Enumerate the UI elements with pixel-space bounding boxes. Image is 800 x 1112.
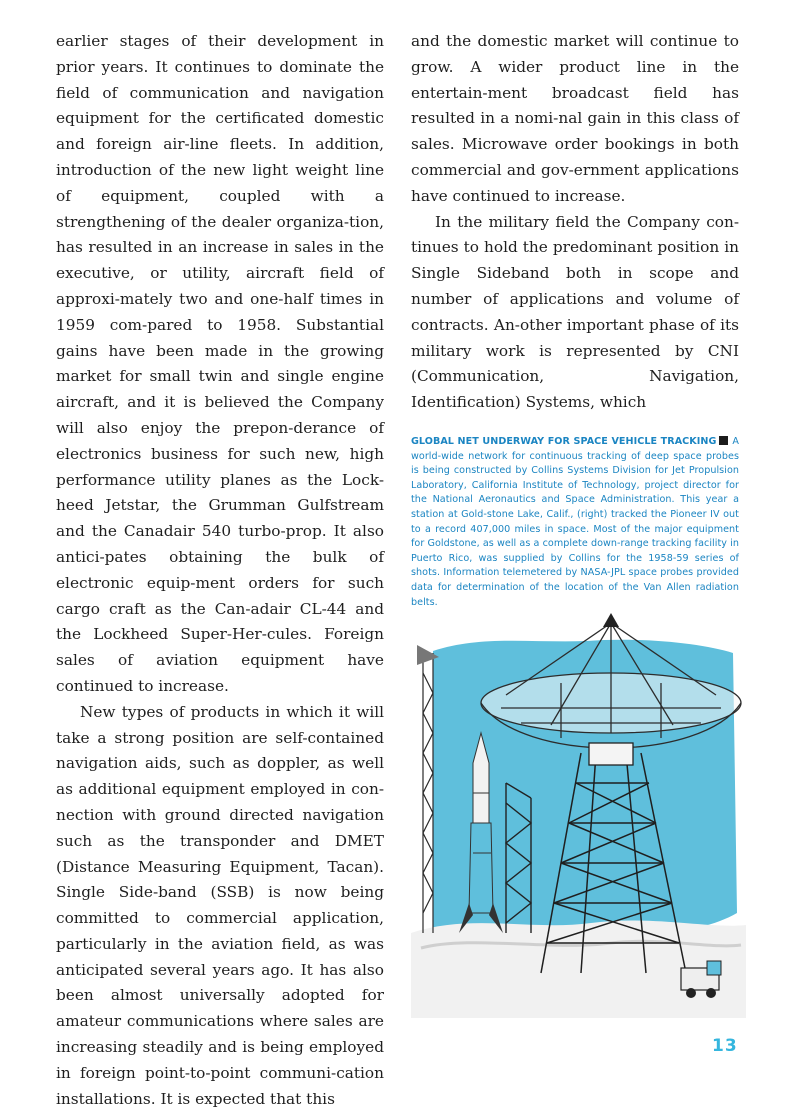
body-paragraph: In the military field the Company con-tinues to hold the predominant position in Single Sideband both in scope and number of applications and volume of contracts. An-other important phase of its military work is represented by CNI (Communication, Navigation, Identification) Systems, which: [411, 212, 739, 412]
body-paragraph: New types of products in which it will take a strong position are self-contained navigation aids, such as doppler, as well as additional equipment employed in con-nection with ground directed navigation such as the transponder and DMET (Distance Measuring Equipment, Tacan). Single Side-band (SSB) is now being committed to commercial application, particularly in the aviation field, as was anticipated several years ago. It has also been almost universally adopted for amateur communications where sales are increasing steadily and is being employed in foreign point-to-point communi-cation installations. It is expected that this: [56, 702, 384, 1108]
body-paragraph: and the domestic market will continue to grow. A wider product line in the entertain-ment broadcast field has resulted in a nomi-nal gain in this class of sales. Microwave order bookings in both commercial and gov-ernment applications have continued to increase.: [411, 32, 739, 205]
body-paragraph: earlier stages of their development in prior years. It continues to dominate the field of communication and navigation equipment for the certificated domestic and foreign air-line fleets. In addition, introduction of the new light weight line of equipment, coupled with a strengthening of the dealer organiza-tion, has resulted in an increase in sales in the executive, or utility, aircraft field of approxi-mately two and one-half times in 1959 com-pared to 1958. Substantial gains have been made in the growing market for small twin and single engine aircraft, and it is believed the Company will also enjoy the prepon-derance of electronics business for such new, high performance utility planes as the Lock-heed Jetstar, the Grumman Gulfstream and the Canadair 540 turbo-prop. It also antici-pates obtaining the bulk of electronic equip-ment orders for such cargo craft as the Can-adair CL-44 and the Lockheed Super-Her-cules. Foreign sales of aviation equipment have continued to increase.: [56, 32, 384, 695]
caption-text: A world-wide network for continuous tracking of deep space probes is being constructed by Collins Systems Division for Jet Propulsion Laboratory, California Institute of Technology, project director for the National Aeronautics and Space Administration. This year a station at Gold-stone Lake, Calif., (right) tracked the Pioneer IV out to a record 407,000 miles in space. Most of the major equipment for Goldstone, as well as a complete down-range tracking facility in Puerto Rico, was supplied by Collins for the 1958-59 series of shots. Information telemetered by NASA-JPL space probes provided data for determination of the location of the Van Allen radiation belts.: [411, 436, 739, 608]
right-text-column: [411, 29, 739, 416]
page-number: 13: [712, 1036, 738, 1056]
left-text-column: [56, 29, 384, 1112]
tracking-antenna-illustration: [411, 613, 746, 1018]
caption-title: GLOBAL NET UNDERWAY FOR SPACE VEHICLE TRACKING: [411, 436, 717, 447]
square-bullet-icon: [719, 436, 728, 445]
illustration-caption: [411, 435, 739, 610]
